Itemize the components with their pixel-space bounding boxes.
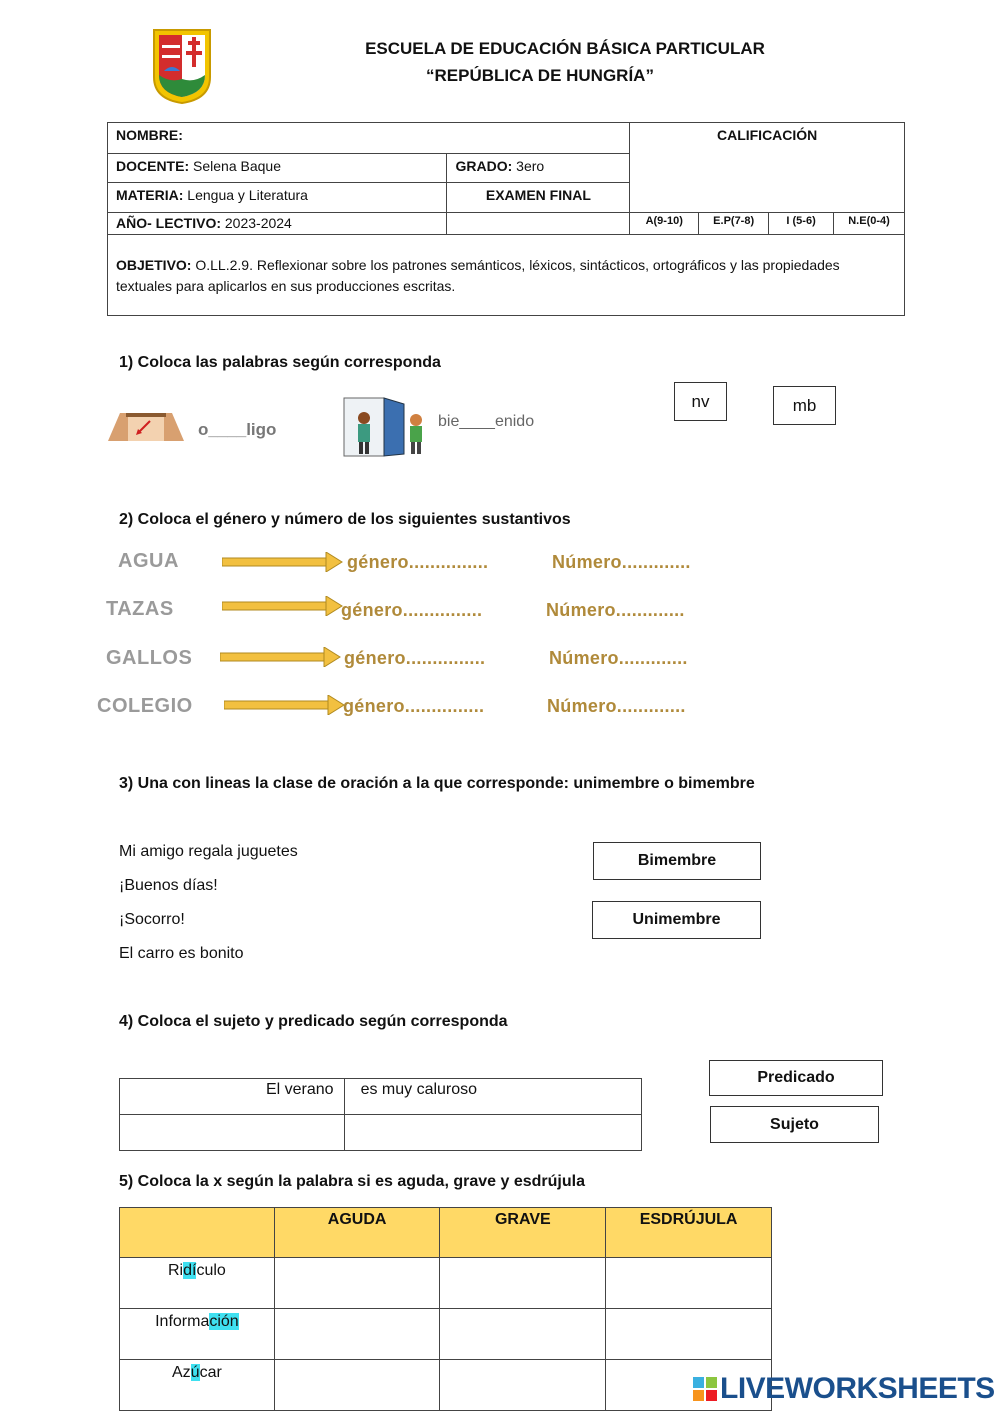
arrow-icon xyxy=(222,552,344,572)
answer-cell[interactable] xyxy=(440,1360,606,1411)
subject-predicate-table xyxy=(119,1078,642,1151)
belly-icon xyxy=(106,411,186,443)
header-aguda: AGUDA xyxy=(274,1208,440,1258)
question-4-title: 4) Coloca el sujeto y predicado según corresponda xyxy=(119,1013,508,1030)
option-mb[interactable]: mb xyxy=(773,386,836,425)
predicate-cell: es muy caluroso xyxy=(344,1079,641,1115)
header-esdrujula: ESDRÚJULA xyxy=(606,1208,772,1258)
school-title: “REPÚBLICA DE HUNGRÍA” xyxy=(426,66,654,85)
answer-cell[interactable] xyxy=(440,1258,606,1309)
grade-i: I (5-6) xyxy=(769,213,834,235)
grade-a: A(9-10) xyxy=(630,213,699,235)
question-2-title: 2) Coloca el género y número de los siguientes sustantivos xyxy=(119,511,571,528)
sentence-2: ¡Buenos días! xyxy=(119,877,218,894)
option-predicado[interactable]: Predicado xyxy=(709,1060,883,1096)
anio-cell: AÑO- LECTIVO: 2023-2024 xyxy=(108,213,447,235)
school-crest-icon xyxy=(150,27,214,105)
genero-line: género............... xyxy=(347,552,489,572)
word-azucar: Azúcar xyxy=(120,1360,275,1411)
arrow-icon xyxy=(222,596,344,616)
grade-ne: N.E(0-4) xyxy=(834,213,905,235)
noun-tazas: TAZAS xyxy=(106,598,174,620)
word-ombligo: o____ligo xyxy=(198,420,277,439)
numero-line: Número............. xyxy=(552,552,691,572)
accent-table xyxy=(119,1207,772,1411)
grade-ep: E.P(7-8) xyxy=(699,213,769,235)
genero-line: género............... xyxy=(344,648,486,668)
info-table xyxy=(107,122,905,316)
sentence-3: ¡Socorro! xyxy=(119,911,185,928)
arrow-icon xyxy=(220,647,342,667)
liveworksheets-brand: LIVEWORKSHEETS xyxy=(720,1372,995,1405)
numero-line: Número............. xyxy=(546,600,685,620)
answer-cell[interactable] xyxy=(274,1309,440,1360)
grado-cell: GRADO: 3ero xyxy=(447,154,630,183)
header-grave: GRAVE xyxy=(440,1208,606,1258)
sentence-4: El carro es bonito xyxy=(119,945,244,962)
sentence-1: Mi amigo regala juguetes xyxy=(119,843,298,860)
materia-cell: MATERIA: Lengua y Literatura xyxy=(108,183,447,213)
nombre-label: NOMBRE: xyxy=(108,123,630,154)
word-informacion: Información xyxy=(120,1309,275,1360)
school-name: ESCUELA DE EDUCACIÓN BÁSICA PARTICULAR xyxy=(365,39,765,58)
answer-cell[interactable] xyxy=(274,1258,440,1309)
answer-cell[interactable] xyxy=(274,1360,440,1411)
examen-label: EXAMEN FINAL xyxy=(447,183,630,213)
option-sujeto[interactable]: Sujeto xyxy=(710,1106,879,1143)
predicate-drop-cell[interactable] xyxy=(344,1115,641,1151)
genero-line: género............... xyxy=(341,600,483,620)
answer-cell[interactable] xyxy=(606,1309,772,1360)
accent-header-blank xyxy=(120,1208,275,1258)
question-3-title: 3) Una con lineas la clase de oración a la que corresponde: unimembre o bimembre xyxy=(119,775,755,792)
liveworksheets-logo-icon xyxy=(693,1377,717,1401)
option-nv[interactable]: nv xyxy=(674,382,727,421)
answer-cell[interactable] xyxy=(440,1309,606,1360)
answer-cell[interactable] xyxy=(606,1258,772,1309)
subject-cell: El verano xyxy=(120,1079,345,1115)
numero-line: Número............. xyxy=(549,648,688,668)
option-bimembre[interactable]: Bimembre xyxy=(593,842,761,880)
word-ridiculo: Ridículo xyxy=(120,1258,275,1309)
objetivo-cell: OBJETIVO: O.LL.2.9. Reflexionar sobre los patrones semánticos, léxicos, sintácticos, ortográficos y las propiedades textuales para aplicarlos en sus producciones escritas. xyxy=(108,235,905,316)
calificacion-label: CALIFICACIÓN xyxy=(630,123,905,213)
door-welcome-icon xyxy=(342,396,430,458)
genero-line: género............... xyxy=(343,696,485,716)
question-5-title: 5) Coloca la x según la palabra si es aguda, grave y esdrújula xyxy=(119,1173,585,1190)
subject-drop-cell[interactable] xyxy=(120,1115,345,1151)
noun-colegio: COLEGIO xyxy=(97,695,193,717)
docente-cell: DOCENTE: Selena Baque xyxy=(108,154,447,183)
word-bienvenido: bie____enido xyxy=(438,413,535,430)
option-unimembre[interactable]: Unimembre xyxy=(592,901,761,939)
arrow-icon xyxy=(224,695,346,715)
numero-line: Número............. xyxy=(547,696,686,716)
question-1-title: 1) Coloca las palabras según corresponda xyxy=(119,354,441,371)
noun-agua: AGUA xyxy=(118,550,179,572)
noun-gallos: GALLOS xyxy=(106,647,193,669)
